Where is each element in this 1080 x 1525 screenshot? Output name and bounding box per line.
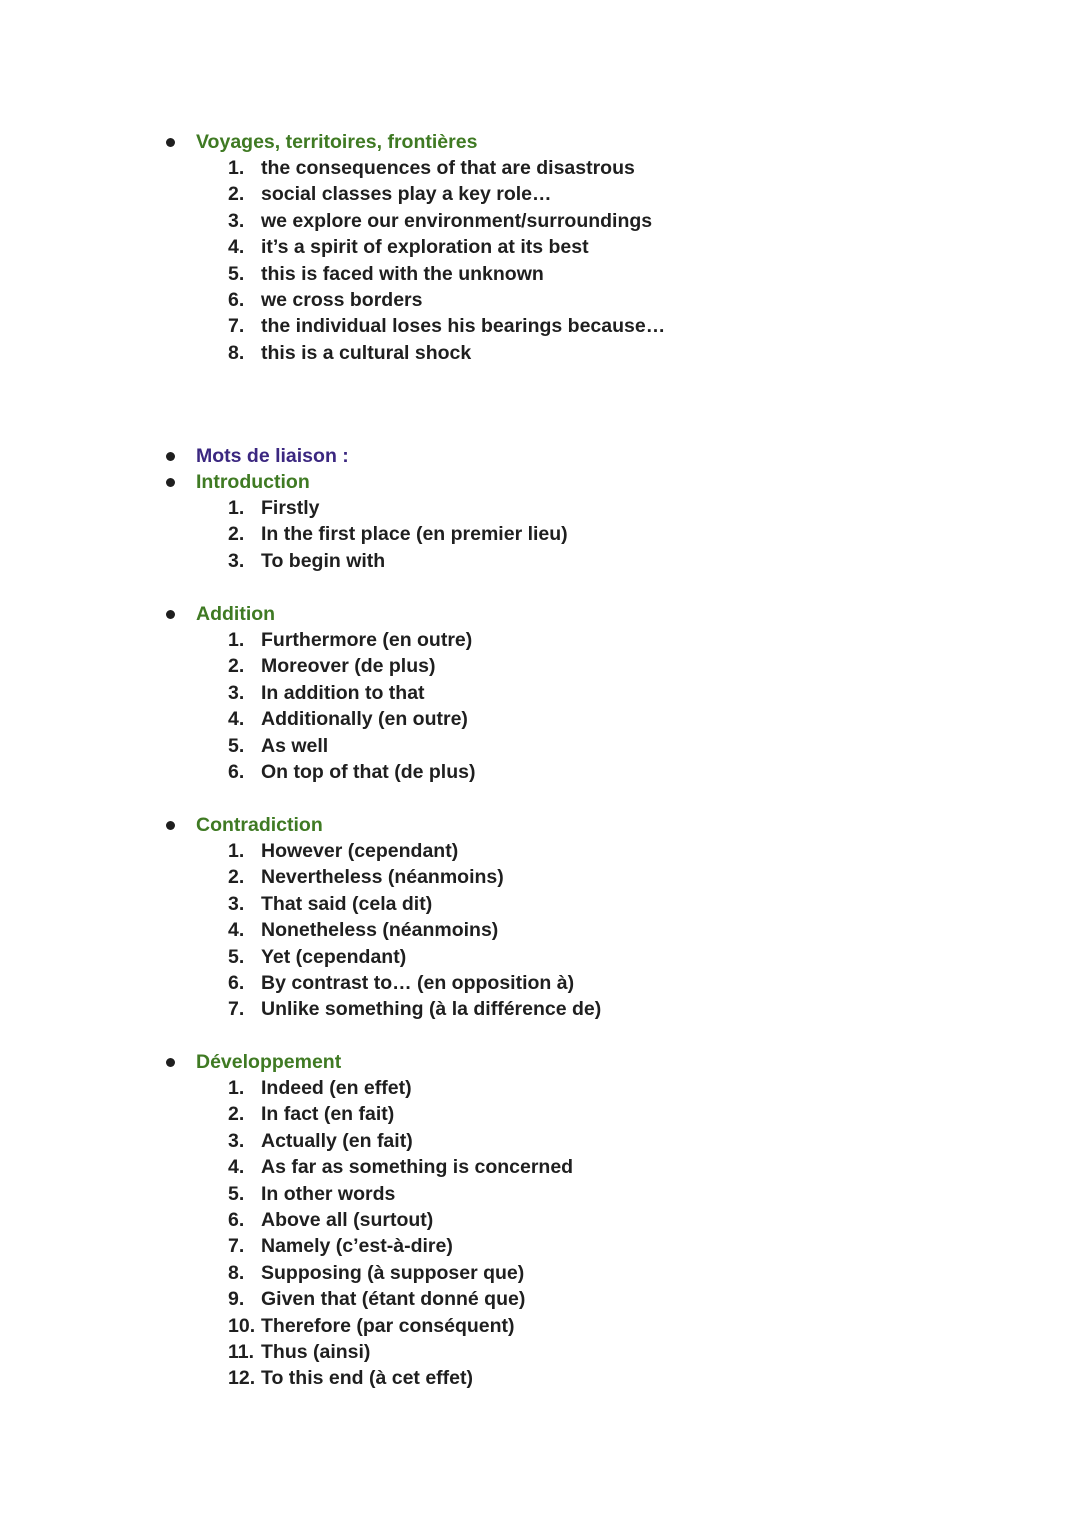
section-heading-row bbox=[0, 129, 1080, 155]
section-heading: Voyages, territoires, frontières bbox=[196, 131, 478, 153]
item-number: 6. bbox=[228, 760, 245, 783]
item-text: As well bbox=[261, 734, 329, 757]
item-text: Nonetheless (néanmoins) bbox=[261, 919, 499, 942]
item-text: the consequences of that are disastrous bbox=[261, 157, 635, 179]
item-text: Actually (en fait) bbox=[261, 1129, 413, 1152]
item-text: Indeed (en effet) bbox=[261, 1077, 412, 1099]
item-number: 2. bbox=[228, 523, 245, 546]
list-item bbox=[0, 838, 1080, 864]
item-number: 4. bbox=[228, 919, 245, 942]
item-number: 6. bbox=[228, 1208, 245, 1231]
item-number: 1. bbox=[228, 1077, 245, 1099]
list-item bbox=[0, 495, 1080, 521]
list-item bbox=[0, 627, 1080, 653]
list-item bbox=[0, 1075, 1080, 1101]
bullet-icon bbox=[166, 821, 175, 830]
list-item bbox=[0, 1128, 1080, 1154]
bullet-icon bbox=[166, 610, 175, 619]
item-text: In addition to that bbox=[261, 681, 425, 704]
list-item bbox=[0, 996, 1080, 1022]
section-heading: Introduction bbox=[196, 471, 310, 493]
section-heading: Contradiction bbox=[196, 814, 323, 836]
item-number: 2. bbox=[228, 866, 245, 889]
list-item bbox=[0, 733, 1080, 759]
item-text: we explore our environment/surroundings bbox=[261, 209, 653, 232]
list-item bbox=[0, 1207, 1080, 1233]
item-text: To begin with bbox=[261, 549, 386, 572]
item-text: In other words bbox=[261, 1182, 396, 1205]
item-number: 5. bbox=[228, 262, 245, 285]
item-text: Firstly bbox=[261, 497, 320, 519]
section-introduction bbox=[0, 469, 1080, 574]
item-text: Additionally (en outre) bbox=[261, 708, 468, 731]
section-heading: Addition bbox=[196, 603, 276, 625]
section-heading-row bbox=[0, 812, 1080, 838]
list-item bbox=[0, 1154, 1080, 1180]
bullet-icon bbox=[166, 478, 175, 487]
item-text: Thus (ainsi) bbox=[261, 1340, 371, 1363]
item-text: Supposing (à supposer que) bbox=[261, 1261, 525, 1284]
bullet-icon bbox=[166, 138, 175, 147]
list-item bbox=[0, 970, 1080, 996]
item-text: Above all (surtout) bbox=[261, 1208, 434, 1231]
item-number: 7. bbox=[228, 998, 245, 1021]
item-text: Given that (étant donné que) bbox=[261, 1288, 526, 1311]
item-text: Furthermore (en outre) bbox=[261, 629, 473, 651]
item-number: 6. bbox=[228, 288, 245, 311]
list-item bbox=[0, 864, 1080, 890]
numbered-list bbox=[0, 838, 1080, 1023]
list-item bbox=[0, 208, 1080, 234]
item-number: 2. bbox=[228, 1103, 245, 1126]
list-item bbox=[0, 155, 1080, 181]
item-number: 9. bbox=[228, 1288, 245, 1311]
item-text: Nevertheless (néanmoins) bbox=[261, 866, 504, 889]
item-number: 3. bbox=[228, 1129, 245, 1152]
list-item bbox=[0, 1101, 1080, 1127]
list-item bbox=[0, 261, 1080, 287]
item-number: 8. bbox=[228, 1261, 245, 1284]
list-item bbox=[0, 944, 1080, 970]
list-item bbox=[0, 340, 1080, 366]
item-number: 5. bbox=[228, 734, 245, 757]
list-item bbox=[0, 1260, 1080, 1286]
list-item bbox=[0, 1286, 1080, 1312]
item-number: 6. bbox=[228, 971, 245, 994]
section-contradiction bbox=[0, 812, 1080, 1023]
item-number: 11. bbox=[228, 1340, 255, 1363]
item-number: 3. bbox=[228, 892, 245, 915]
item-number: 5. bbox=[228, 945, 245, 968]
item-number: 3. bbox=[228, 681, 245, 704]
item-text: this is faced with the unknown bbox=[261, 262, 544, 285]
item-number: 8. bbox=[228, 341, 245, 364]
item-text: the individual loses his bearings because… bbox=[261, 315, 666, 338]
item-text: Yet (cependant) bbox=[261, 945, 407, 968]
numbered-list bbox=[0, 155, 1080, 366]
item-text: Moreover (de plus) bbox=[261, 655, 436, 678]
item-number: 3. bbox=[228, 549, 245, 572]
item-text: social classes play a key role… bbox=[261, 183, 552, 206]
section-voyages bbox=[0, 129, 1080, 366]
item-number: 10. bbox=[228, 1314, 256, 1337]
item-text: By contrast to… (en opposition à) bbox=[261, 971, 575, 994]
numbered-list bbox=[0, 495, 1080, 574]
section-heading-row bbox=[0, 469, 1080, 495]
list-item bbox=[0, 759, 1080, 785]
item-text: Namely (c’est-à-dire) bbox=[261, 1235, 453, 1258]
section-mots-de-liaison bbox=[0, 443, 1080, 469]
item-number: 2. bbox=[228, 655, 245, 678]
item-number: 7. bbox=[228, 315, 245, 338]
list-item bbox=[0, 1181, 1080, 1207]
numbered-list bbox=[0, 1075, 1080, 1392]
section-heading: Développement bbox=[196, 1051, 342, 1073]
list-item bbox=[0, 1233, 1080, 1259]
list-item bbox=[0, 1313, 1080, 1339]
section-heading: Mots de liaison : bbox=[196, 445, 349, 467]
item-text: However (cependant) bbox=[261, 840, 459, 862]
list-item bbox=[0, 521, 1080, 547]
item-text: it’s a spirit of exploration at its best bbox=[261, 236, 589, 259]
bullet-icon bbox=[166, 1058, 175, 1067]
item-text: In the first place (en premier lieu) bbox=[261, 523, 568, 546]
list-item bbox=[0, 653, 1080, 679]
list-item bbox=[0, 1339, 1080, 1365]
item-text: Therefore (par conséquent) bbox=[261, 1314, 515, 1337]
item-number: 4. bbox=[228, 708, 245, 731]
item-number: 1. bbox=[228, 840, 245, 862]
item-text: That said (cela dit) bbox=[261, 892, 433, 915]
list-item bbox=[0, 891, 1080, 917]
list-item bbox=[0, 287, 1080, 313]
list-item bbox=[0, 917, 1080, 943]
numbered-list bbox=[0, 627, 1080, 785]
item-number: 1. bbox=[228, 497, 245, 519]
list-item bbox=[0, 234, 1080, 260]
section-heading-row bbox=[0, 601, 1080, 627]
list-item bbox=[0, 680, 1080, 706]
bullet-icon bbox=[166, 452, 175, 461]
section-heading-row bbox=[0, 443, 1080, 469]
item-number: 1. bbox=[228, 157, 245, 179]
item-number: 12. bbox=[228, 1367, 256, 1390]
item-number: 4. bbox=[228, 236, 245, 259]
item-number: 2. bbox=[228, 183, 245, 206]
section-developpement bbox=[0, 1049, 1080, 1392]
section-addition bbox=[0, 601, 1080, 785]
item-text: Unlike something (à la différence de) bbox=[261, 998, 602, 1021]
item-text: As far as something is concerned bbox=[261, 1156, 574, 1179]
item-number: 5. bbox=[228, 1182, 245, 1205]
list-item bbox=[0, 313, 1080, 339]
list-item bbox=[0, 706, 1080, 732]
list-item bbox=[0, 181, 1080, 207]
item-text: On top of that (de plus) bbox=[261, 760, 476, 783]
list-item bbox=[0, 1365, 1080, 1391]
item-number: 7. bbox=[228, 1235, 245, 1258]
list-item bbox=[0, 548, 1080, 574]
item-number: 1. bbox=[228, 629, 245, 651]
item-text: In fact (en fait) bbox=[261, 1103, 395, 1126]
item-text: this is a cultural shock bbox=[261, 341, 472, 364]
item-number: 4. bbox=[228, 1156, 245, 1179]
item-text: To this end (à cet effet) bbox=[261, 1367, 473, 1390]
item-text: we cross borders bbox=[261, 288, 423, 311]
section-heading-row bbox=[0, 1049, 1080, 1075]
item-number: 3. bbox=[228, 209, 245, 232]
